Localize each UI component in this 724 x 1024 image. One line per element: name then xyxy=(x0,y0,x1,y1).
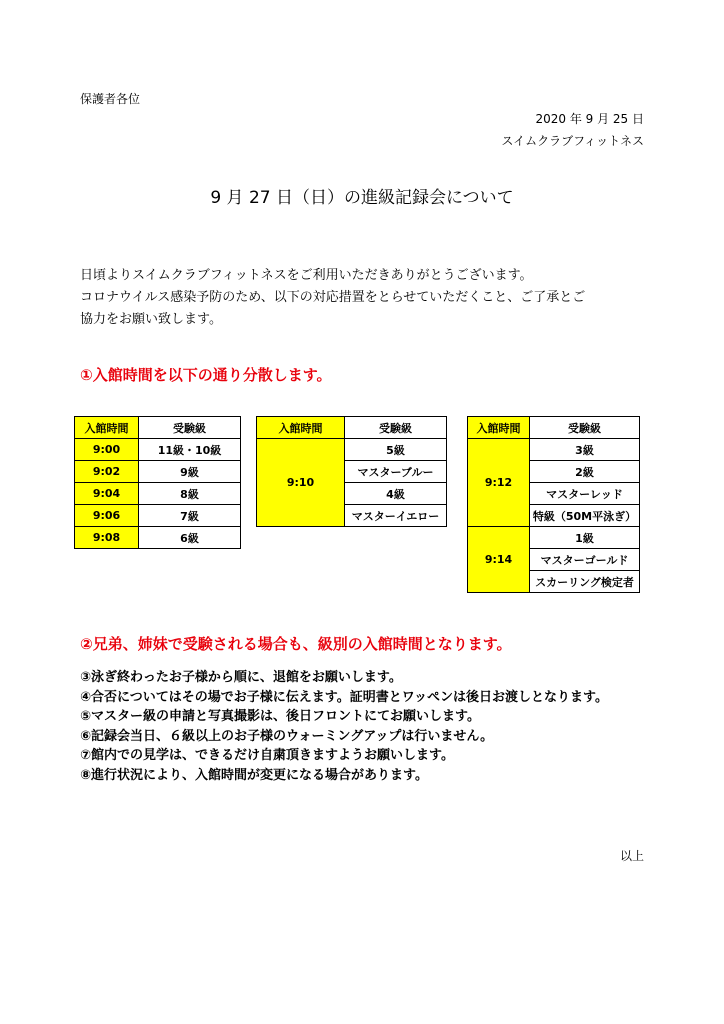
grade-cell: スカーリング検定者 xyxy=(530,571,640,593)
entry-time-cell: 9:14 xyxy=(468,527,530,593)
grade-cell: 7級 xyxy=(139,505,241,527)
entry-time-cell: 9:04 xyxy=(75,483,139,505)
document-title: 9 月 27 日（日）の進級記録会について xyxy=(210,188,514,208)
header-entry-time: 入館時間 xyxy=(75,417,139,439)
grade-cell: マスターゴールド xyxy=(530,549,640,571)
header-grade: 受験級 xyxy=(139,417,241,439)
table-row xyxy=(468,439,640,461)
closing-mark: 以上 xyxy=(619,849,644,863)
table-row xyxy=(75,461,241,483)
table-row xyxy=(468,527,640,549)
grade-cell: マスターレッド xyxy=(530,483,640,505)
table-header-row xyxy=(257,417,447,439)
note-item: ⑧進行状況により、入館時間が変更になる場合があります。 xyxy=(80,767,428,783)
table-row xyxy=(75,483,241,505)
document-date: 2020 年 9 月 25 日 xyxy=(535,112,644,126)
grade-cell: 4級 xyxy=(345,483,447,505)
header-grade: 受験級 xyxy=(530,417,640,439)
table-row xyxy=(75,527,241,549)
table-row xyxy=(75,439,241,461)
grade-cell: 9級 xyxy=(139,461,241,483)
section-heading-entry-times: ①入館時間を以下の通り分散します。 xyxy=(80,366,332,384)
entry-time-cell: 9:06 xyxy=(75,505,139,527)
intro-line: 協力をお願い致します。 xyxy=(80,312,222,327)
section-heading-siblings: ②兄弟、姉妹で受験される場合も、級別の入館時間となります。 xyxy=(80,635,512,653)
grade-cell: 5級 xyxy=(345,439,447,461)
note-item: ③泳ぎ終わったお子様から順に、退館をお願いします。 xyxy=(80,670,402,685)
grade-cell: 3級 xyxy=(530,439,640,461)
note-item: ⑦館内での見学は、できるだけ自粛頂きますようお願いします。 xyxy=(80,748,454,763)
table-header-row xyxy=(75,417,241,439)
intro-paragraph xyxy=(80,265,650,331)
schedule-table-1 xyxy=(74,416,241,549)
addressee: 保護者各位 xyxy=(80,92,141,106)
grade-cell: マスターイエロー xyxy=(345,505,447,527)
table-row xyxy=(75,505,241,527)
schedule-table-3 xyxy=(467,416,640,593)
header-grade: 受験級 xyxy=(345,417,447,439)
entry-time-cell: 9:00 xyxy=(75,439,139,461)
intro-line: コロナウイルス感染予防のため、以下の対応措置をとらせていただくこと、ご了承とご xyxy=(80,290,586,305)
note-item: ④合否についてはその場でお子様に伝えます。証明書とワッペンは後日お渡しとなります。 xyxy=(80,689,609,705)
entry-time-cell: 9:12 xyxy=(468,439,530,527)
notes-list xyxy=(80,668,650,785)
note-item: ⑤マスター級の申請と写真撮影は、後日フロントにてお願いします。 xyxy=(80,709,480,724)
entry-time-cell: 9:02 xyxy=(75,461,139,483)
grade-cell: 2級 xyxy=(530,461,640,483)
entry-time-cell: 9:08 xyxy=(75,527,139,549)
organization-name: スイムクラブフィットネス xyxy=(501,134,644,148)
schedule-table-2 xyxy=(256,416,447,527)
entry-time-cell: 9:10 xyxy=(257,439,345,527)
grade-cell: 特級（50M平泳ぎ） xyxy=(530,505,640,527)
grade-cell: 6級 xyxy=(139,527,241,549)
header-entry-time: 入館時間 xyxy=(468,417,530,439)
grade-cell: マスターブルー xyxy=(345,461,447,483)
grade-cell: 11級・10級 xyxy=(139,439,241,461)
note-item: ⑥記録会当日、６級以上のお子様のウォーミングアップは行いません。 xyxy=(80,728,494,744)
grade-cell: 1級 xyxy=(530,527,640,549)
header-entry-time: 入館時間 xyxy=(257,417,345,439)
table-header-row xyxy=(468,417,640,439)
intro-line: 日頃よりスイムクラブフィットネスをご利用いただきありがとうございます。 xyxy=(80,268,533,283)
grade-cell: 8級 xyxy=(139,483,241,505)
table-row xyxy=(257,439,447,461)
